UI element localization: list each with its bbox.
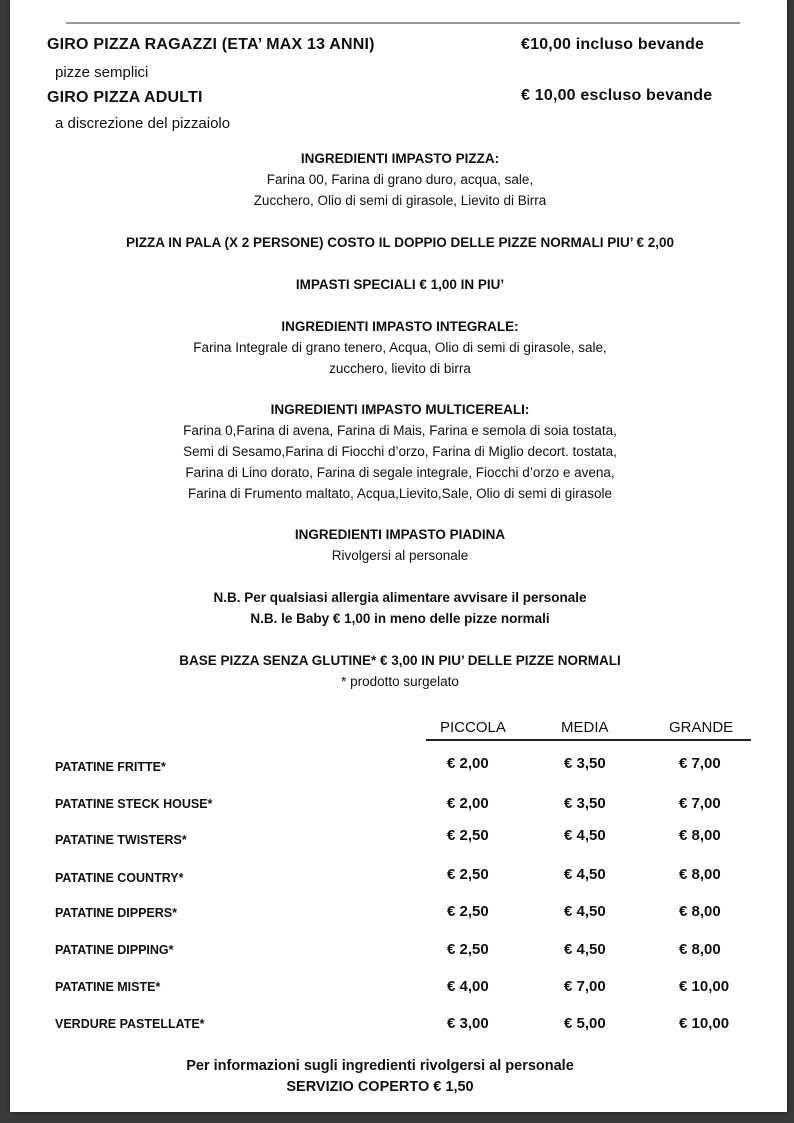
price-media: € 4,50	[564, 903, 606, 920]
integrale-title: INGREDIENTI IMPASTO INTEGRALE:	[281, 319, 519, 334]
pizza-in-pala: PIZZA IN PALA (X 2 PERSONE) COSTO IL DOPPIO DELLE PIZZE NORMALI PIU’ € 2,00	[125, 235, 675, 250]
multicereali-line: Farina di Frumento maltato, Acqua,Lievito,Sale, Olio di semi di girasole	[188, 486, 612, 501]
table-row: PATATINE TWISTERS*	[55, 833, 187, 847]
giro-ragazzi-price: €10,00 incluso bevande	[521, 36, 705, 53]
nb-allergie: N.B. Per qualsiasi allergia alimentare avvisare il personale	[213, 590, 587, 605]
price-grande: € 7,00	[679, 755, 721, 772]
price-grande: € 8,00	[679, 827, 721, 844]
multicereali-line: Farina di Lino dorato, Farina di segale integrale, Fiocchi d’orzo e avena,	[185, 465, 615, 480]
col-piccola: PICCOLA	[440, 719, 506, 736]
price-grande: € 8,00	[679, 941, 721, 958]
nb-baby: N.B. le Baby € 1,00 in meno delle pizze normali	[250, 611, 550, 626]
price-grande: € 10,00	[679, 1015, 730, 1032]
price-media: € 3,50	[564, 795, 606, 812]
price-media: € 4,50	[564, 827, 606, 844]
price-piccola: € 2,00	[447, 795, 489, 812]
impasto-pizza-line: Farina 00, Farina di grano duro, acqua, sale,	[266, 172, 534, 187]
price-grande: € 8,00	[679, 903, 721, 920]
footer-block	[30, 1056, 730, 1098]
servizio-coperto: SERVIZIO COPERTO € 1,50	[286, 1079, 474, 1095]
impasti-speciali: IMPASTI SPECIALI € 1,00 IN PIU’	[295, 277, 505, 292]
piadina-title: INGREDIENTI IMPASTO PIADINA	[294, 527, 506, 542]
multicereali-line: Semi di Sesamo,Farina di Fiocchi d’orzo, Farina di Miglio decort. tostata,	[183, 444, 617, 459]
giro-adulti-title: GIRO PIZZA ADULTI	[47, 89, 203, 106]
col-media: MEDIA	[561, 719, 609, 736]
price-grande: € 10,00	[679, 978, 730, 995]
table-row: PATATINE COUNTRY*	[55, 871, 184, 885]
price-piccola: € 2,50	[447, 866, 489, 883]
impasto-pizza-title: INGREDIENTI IMPASTO PIZZA:	[300, 151, 500, 166]
giro-ragazzi-sub: pizze semplici	[55, 64, 149, 81]
price-piccola: € 3,00	[447, 1015, 489, 1032]
integrale-line: Farina Integrale di grano tenero, Acqua, Olio di semi di girasole, sale,	[193, 340, 607, 355]
price-media: € 7,00	[564, 978, 606, 995]
multicereali-title: INGREDIENTI IMPASTO MULTICEREALI:	[270, 402, 530, 417]
price-piccola: € 2,00	[447, 755, 489, 772]
giro-adulti-sub: a discrezione del pizzaiolo	[55, 115, 231, 132]
price-piccola: € 2,50	[447, 903, 489, 920]
table-row: VERDURE PASTELLATE*	[55, 1017, 205, 1031]
table-row: PATATINE FRITTE*	[55, 760, 166, 774]
price-table-header	[426, 717, 751, 741]
multicereali-line: Farina 0,Farina di avena, Farina di Mais, Farina e semola di soia tostata,	[183, 423, 617, 438]
giro-adulti-price: € 10,00 escluso bevande	[521, 87, 713, 104]
price-piccola: € 4,00	[447, 978, 489, 995]
integrale-block	[50, 316, 750, 379]
nb-block	[50, 587, 750, 629]
price-media: € 5,00	[564, 1015, 606, 1032]
menu-page	[10, 0, 787, 1112]
impasto-pizza-block	[50, 148, 750, 211]
glutine-block	[50, 650, 750, 692]
col-grande: GRANDE	[669, 719, 734, 736]
table-row: PATATINE MISTE*	[55, 980, 161, 994]
top-divider	[66, 22, 740, 24]
giro-ragazzi-title: GIRO PIZZA RAGAZZI (ETA’ MAX 13 ANNI)	[47, 36, 375, 53]
impasto-pizza-line: Zucchero, Olio di semi di girasole, Lievito di Birra	[253, 193, 547, 208]
table-row: PATATINE DIPPERS*	[55, 906, 178, 920]
table-row: PATATINE STECK HOUSE*	[55, 797, 213, 811]
integrale-line: zucchero, lievito di birra	[329, 361, 471, 376]
footer-info: Per informazioni sugli ingredienti rivolgersi al personale	[186, 1058, 574, 1074]
piadina-line: Rivolgersi al personale	[331, 548, 469, 563]
surgelato-note: * prodotto surgelato	[341, 674, 459, 689]
multicereali-block	[50, 399, 750, 504]
price-piccola: € 2,50	[447, 941, 489, 958]
price-media: € 3,50	[564, 755, 606, 772]
price-media: € 4,50	[564, 941, 606, 958]
piadina-block	[50, 524, 750, 566]
price-media: € 4,50	[564, 866, 606, 883]
senza-glutine: BASE PIZZA SENZA GLUTINE* € 3,00 IN PIU’ DELLE PIZZE NORMALI	[179, 653, 621, 668]
table-row: PATATINE DIPPING*	[55, 943, 174, 957]
price-grande: € 7,00	[679, 795, 721, 812]
price-grande: € 8,00	[679, 866, 721, 883]
price-piccola: € 2,50	[447, 827, 489, 844]
